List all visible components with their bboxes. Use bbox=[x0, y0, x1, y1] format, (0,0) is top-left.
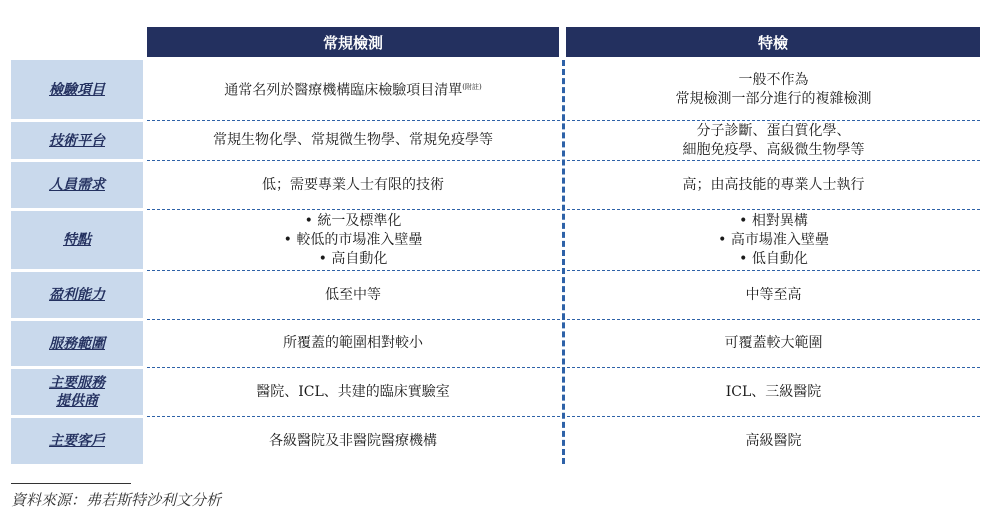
cell-line: • 低自動化 bbox=[739, 250, 808, 267]
specialty-cell bbox=[567, 369, 980, 415]
cell-line: 可覆蓋較大範圍 bbox=[724, 335, 823, 351]
row-label bbox=[11, 272, 143, 318]
table-row bbox=[11, 321, 980, 366]
cell-line: • 較低的市場准入壁壘 bbox=[283, 231, 423, 248]
cell-line: ICL、三級醫院 bbox=[725, 383, 822, 400]
conventional-cell bbox=[147, 418, 559, 464]
cell-line: • 高市場准入壁壘 bbox=[718, 231, 829, 248]
cell-line: • 高自動化 bbox=[318, 250, 388, 267]
cell-line: 高；由高技能的專業人士執行 bbox=[682, 176, 865, 193]
row-label bbox=[11, 211, 143, 269]
cell-line: • 相對異構 bbox=[739, 212, 808, 229]
source-rule bbox=[11, 483, 131, 484]
row-label-text: 主要服務 bbox=[49, 375, 105, 391]
note-marker: (附註) bbox=[462, 83, 482, 92]
conventional-cell bbox=[147, 122, 559, 159]
row-label-text: 提供商 bbox=[56, 393, 98, 409]
table-row bbox=[11, 272, 980, 318]
row-separator bbox=[147, 160, 980, 161]
row-label bbox=[11, 122, 143, 159]
row-label bbox=[11, 321, 143, 366]
row-label-text: 特點 bbox=[63, 232, 91, 248]
conventional-cell bbox=[147, 60, 559, 119]
specialty-cell bbox=[567, 211, 980, 269]
cell-line: 低；需要專業人士有限的技術 bbox=[262, 176, 444, 193]
row-separator bbox=[147, 367, 980, 368]
specialty-cell bbox=[567, 272, 980, 318]
table-row bbox=[11, 418, 980, 464]
header-specialty-label: 特檢 bbox=[757, 33, 788, 52]
row-label-text: 服務範圍 bbox=[49, 335, 105, 352]
table-row bbox=[11, 60, 980, 119]
specialty-cell bbox=[567, 60, 980, 119]
cell-line: 分子診斷、蛋白質化學、 bbox=[696, 122, 851, 139]
cell-line: 細胞免疫學、高級微生物學等 bbox=[682, 141, 865, 158]
specialty-cell bbox=[567, 122, 980, 159]
conventional-cell bbox=[147, 321, 559, 366]
cell-line: 醫院、ICL、共建的臨床實驗室 bbox=[256, 383, 450, 400]
cell-line: 高級醫院 bbox=[745, 432, 802, 449]
cell-line: • 統一及標準化 bbox=[304, 212, 402, 229]
row-label-text: 盈利能力 bbox=[49, 287, 105, 303]
row-label-text: 人員需求 bbox=[49, 177, 105, 193]
cell-line: 各級醫院及非醫院醫療機構 bbox=[269, 432, 437, 449]
row-separator bbox=[147, 319, 980, 320]
conventional-cell bbox=[147, 162, 559, 208]
header-specialty bbox=[566, 27, 980, 57]
row-separator bbox=[147, 416, 980, 417]
specialty-cell bbox=[567, 321, 980, 366]
cell-line bbox=[224, 78, 481, 101]
conventional-cell bbox=[147, 211, 559, 269]
table-row bbox=[11, 369, 980, 415]
cell-line: 所覆蓋的範圍相對較小 bbox=[283, 335, 423, 351]
specialty-cell bbox=[567, 162, 980, 208]
table-row bbox=[11, 162, 980, 208]
cell-line: 常規檢測一部分進行的複雜檢測 bbox=[675, 90, 872, 107]
source-note: 資料來源：弗若斯特沙利文分析 bbox=[11, 491, 222, 509]
row-label-text: 主要客戶 bbox=[49, 433, 105, 449]
row-label-text: 檢驗項目 bbox=[49, 81, 105, 98]
row-separator bbox=[147, 120, 980, 121]
row-label bbox=[11, 369, 143, 415]
header-conventional-label: 常規檢測 bbox=[322, 33, 383, 52]
row-label-text: 技術平台 bbox=[49, 132, 105, 149]
cell-line: 一般不作為 bbox=[738, 71, 809, 88]
cell-line: 低至中等 bbox=[325, 286, 381, 303]
row-separator bbox=[147, 270, 980, 271]
cell-line: 中等至高 bbox=[745, 286, 802, 303]
cell-line: 常規生物化學、常規微生物學、常規免疫學等 bbox=[213, 132, 493, 148]
table-row bbox=[11, 122, 980, 159]
row-separator bbox=[147, 209, 980, 210]
specialty-cell bbox=[567, 418, 980, 464]
row-label bbox=[11, 162, 143, 208]
conventional-cell bbox=[147, 272, 559, 318]
header-conventional bbox=[147, 27, 559, 57]
cell-text: 通常名列於醫療機構臨床檢驗項目清單 bbox=[224, 82, 463, 99]
table-row bbox=[11, 211, 980, 269]
row-label bbox=[11, 418, 143, 464]
row-label bbox=[11, 60, 143, 119]
conventional-cell bbox=[147, 369, 559, 415]
